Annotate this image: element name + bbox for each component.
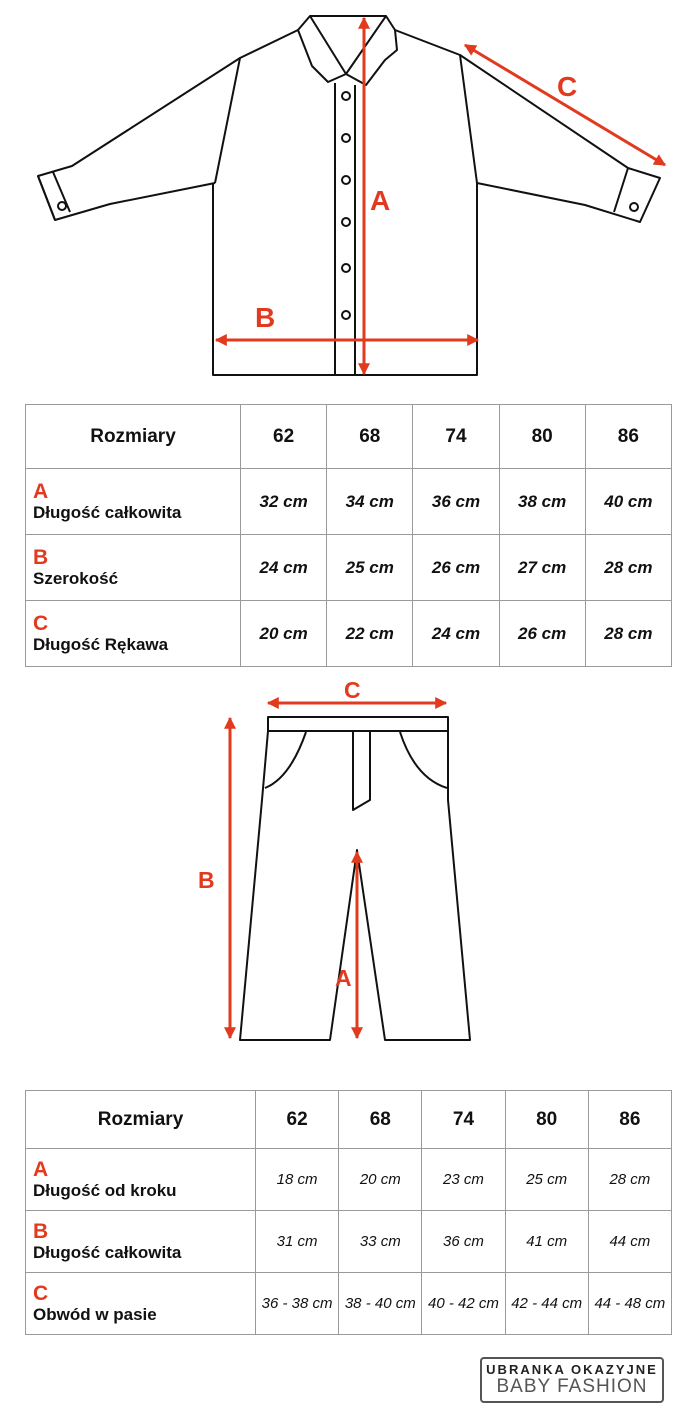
row-name: Obwód w pasie bbox=[33, 1304, 157, 1324]
value-cell: 31 cm bbox=[256, 1211, 339, 1273]
value-cell: 42 - 44 cm bbox=[505, 1273, 588, 1335]
row-letter: C bbox=[33, 611, 49, 635]
value-cell: 26 cm bbox=[413, 535, 499, 601]
value-cell: 18 cm bbox=[256, 1149, 339, 1211]
value-cell: 38 cm bbox=[499, 469, 585, 535]
shirt-body bbox=[213, 183, 477, 375]
row-name: Długość całkowita bbox=[33, 1242, 182, 1262]
pants-right-pocket bbox=[400, 732, 447, 788]
table-row bbox=[26, 535, 672, 601]
header-cell: Rozmiary bbox=[26, 1091, 256, 1149]
value-cell: 41 cm bbox=[505, 1211, 588, 1273]
brand-logo bbox=[480, 1357, 664, 1403]
pants-fly bbox=[353, 731, 370, 810]
value-cell: 23 cm bbox=[422, 1149, 505, 1211]
value-cell: 36 cm bbox=[422, 1211, 505, 1273]
row-letter: A bbox=[33, 479, 49, 503]
table-header-row bbox=[26, 405, 672, 469]
shirt-label-c: C bbox=[557, 71, 578, 102]
shirt-arrow-c bbox=[465, 45, 665, 165]
row-label bbox=[26, 535, 241, 601]
value-cell: 24 cm bbox=[241, 535, 327, 601]
shirt-size-table bbox=[25, 404, 672, 667]
pants-diagram bbox=[0, 677, 700, 1060]
value-cell: 38 - 40 cm bbox=[339, 1273, 422, 1335]
header-cell: 68 bbox=[327, 405, 413, 469]
value-cell: 22 cm bbox=[327, 601, 413, 667]
shirt-left-sleeve bbox=[38, 58, 240, 220]
header-cell: 80 bbox=[499, 405, 585, 469]
row-label bbox=[26, 601, 241, 667]
pants-size-table bbox=[25, 1090, 672, 1335]
pants-waistband bbox=[268, 717, 448, 731]
table-row bbox=[26, 469, 672, 535]
logo-line-1: UBRANKA OKAZYJNE bbox=[486, 1362, 658, 1377]
header-cell: 74 bbox=[413, 405, 499, 469]
shirt-button bbox=[342, 176, 350, 184]
value-cell: 34 cm bbox=[327, 469, 413, 535]
shirt-button bbox=[342, 218, 350, 226]
value-cell: 40 cm bbox=[585, 469, 671, 535]
value-cell: 33 cm bbox=[339, 1211, 422, 1273]
row-letter: A bbox=[33, 1157, 49, 1181]
header-cell: 80 bbox=[505, 1091, 588, 1149]
shirt-button bbox=[342, 92, 350, 100]
table-row bbox=[26, 601, 672, 667]
header-cell: Rozmiary bbox=[26, 405, 241, 469]
header-cell: 68 bbox=[339, 1091, 422, 1149]
logo-line-2: BABY FASHION bbox=[496, 1376, 648, 1397]
value-cell: 28 cm bbox=[588, 1149, 671, 1211]
shirt-diagram bbox=[0, 0, 700, 390]
pants-label-b: B bbox=[198, 867, 215, 893]
row-name: Szerokość bbox=[33, 568, 119, 588]
row-label bbox=[26, 469, 241, 535]
header-cell: 86 bbox=[588, 1091, 671, 1149]
row-label bbox=[26, 1211, 256, 1273]
row-label bbox=[26, 1149, 256, 1211]
shirt-shoulders bbox=[215, 30, 477, 183]
row-letter: C bbox=[33, 1281, 49, 1305]
value-cell: 25 cm bbox=[505, 1149, 588, 1211]
shirt-collar bbox=[298, 16, 397, 85]
value-cell: 36 cm bbox=[413, 469, 499, 535]
table-row bbox=[26, 1273, 672, 1335]
shirt-placket bbox=[335, 83, 355, 375]
shirt-button bbox=[342, 264, 350, 272]
value-cell: 20 cm bbox=[339, 1149, 422, 1211]
value-cell: 26 cm bbox=[499, 601, 585, 667]
value-cell: 27 cm bbox=[499, 535, 585, 601]
table-row bbox=[26, 1149, 672, 1211]
pants-label-c: C bbox=[344, 677, 361, 703]
value-cell: 32 cm bbox=[241, 469, 327, 535]
row-name: Długość Rękawa bbox=[33, 634, 169, 654]
header-cell: 62 bbox=[256, 1091, 339, 1149]
header-cell: 62 bbox=[241, 405, 327, 469]
cuff-button bbox=[630, 203, 638, 211]
shirt-label-b: B bbox=[255, 302, 276, 333]
row-name: Długość od kroku bbox=[33, 1180, 177, 1200]
pants-left-pocket bbox=[265, 732, 306, 788]
shirt-button bbox=[342, 311, 350, 319]
value-cell: 25 cm bbox=[327, 535, 413, 601]
cuff-button bbox=[58, 202, 66, 210]
shirt-label-a: A bbox=[370, 185, 391, 216]
value-cell: 44 cm bbox=[588, 1211, 671, 1273]
table-header-row bbox=[26, 1091, 672, 1149]
value-cell: 28 cm bbox=[585, 601, 671, 667]
shirt-button bbox=[342, 134, 350, 142]
value-cell: 20 cm bbox=[241, 601, 327, 667]
header-cell: 86 bbox=[585, 405, 671, 469]
header-cell: 74 bbox=[422, 1091, 505, 1149]
row-letter: B bbox=[33, 545, 49, 569]
table-row bbox=[26, 1211, 672, 1273]
value-cell: 40 - 42 cm bbox=[422, 1273, 505, 1335]
value-cell: 28 cm bbox=[585, 535, 671, 601]
pants-outline bbox=[240, 731, 470, 1040]
value-cell: 24 cm bbox=[413, 601, 499, 667]
row-label bbox=[26, 1273, 256, 1335]
row-name: Długość całkowita bbox=[33, 502, 182, 522]
value-cell: 36 - 38 cm bbox=[256, 1273, 339, 1335]
value-cell: 44 - 48 cm bbox=[588, 1273, 671, 1335]
pants-label-a: A bbox=[335, 965, 352, 991]
row-letter: B bbox=[33, 1219, 49, 1243]
